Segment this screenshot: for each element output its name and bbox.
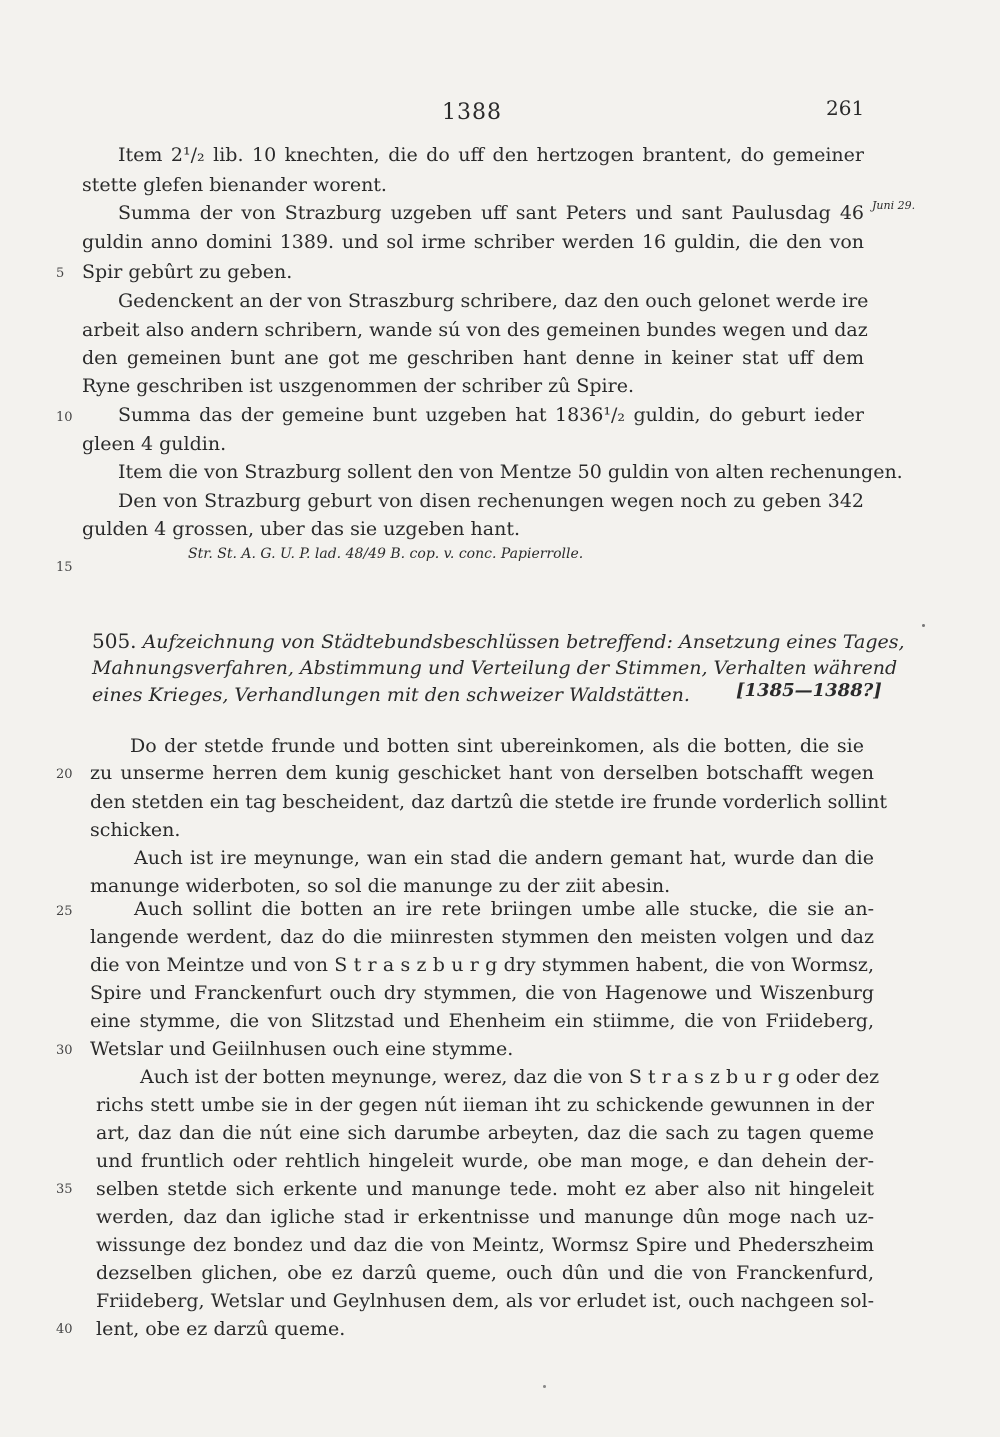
- text-line: schicken.: [90, 819, 181, 841]
- line-number: 30: [56, 1043, 73, 1058]
- line-number: 20: [56, 767, 73, 782]
- text-line: werden, daz dan igliche stad ir erkentnisse und manunge dûn moge nach uz-: [96, 1206, 874, 1228]
- text-line: art, daz dan die nút eine sich darumbe arbeyten, daz die sach zu tagen queme: [96, 1122, 874, 1144]
- line-number: 35: [56, 1182, 73, 1197]
- text-line: Auch ist der botten meynunge, werez, daz die von S t r a s z b u r g oder dez: [140, 1066, 880, 1088]
- section-date: [1385—1388?]: [736, 680, 882, 701]
- text-line: eine stymme, die von Slitzstad und Ehenheim ein stiimme, die von Friideberg,: [90, 1010, 874, 1032]
- text-line: die von Meintze und von S t r a s z b u r g dry stymmen habent, die von Wormsz,: [90, 954, 874, 976]
- margin-date: Juni 29.: [872, 199, 916, 212]
- section-title-line: Mahnungsverfahren, Abstimmung und Verteilung der Stimmen, Verhalten während: [92, 657, 898, 679]
- page-number: 261: [826, 96, 865, 120]
- text-line: Spir gebûrt zu geben.: [82, 261, 293, 283]
- text-line: und fruntlich oder rehtlich hingeleit wurde, obe man moge, e dan dehein der-: [96, 1150, 874, 1172]
- section-title: [92, 627, 905, 656]
- ink-speck: [922, 624, 925, 627]
- text-line: Friideberg, Wetslar und Geylnhusen dem, als vor erludet ist, ouch nachgeen sol-: [96, 1290, 874, 1312]
- text-line: Ryne geschriben ist uszgenommen der schriber zû Spire.: [82, 375, 634, 397]
- line-number: 10: [56, 410, 73, 425]
- text-line: gleen 4 guldin.: [82, 433, 227, 455]
- text-line: manunge widerboten, so sol die manunge zu der ziit abesin.: [90, 875, 671, 897]
- text-line: selben stetde sich erkente und manunge tede. moht ez aber also nit hingeleit: [96, 1178, 874, 1200]
- text-line: gulden 4 grossen, uber das sie uzgeben hant.: [82, 518, 521, 540]
- text-line: Spire und Franckenfurt ouch dry stymmen, die von Hagenowe und Wiszenburg: [90, 982, 874, 1004]
- text-line: lent, obe ez darzû queme.: [96, 1318, 346, 1340]
- line-number: 25: [56, 904, 73, 919]
- text-line: Do der stetde frunde und botten sint ubereinkomen, als die botten, die sie: [130, 735, 864, 757]
- text-line: Den von Strazburg geburt von disen rechenungen wegen noch zu geben 342: [118, 490, 864, 512]
- line-number: 5: [56, 266, 65, 281]
- text-line: den gemeinen bunt ane got me geschriben hant denne in keiner stat uff dem: [82, 347, 864, 369]
- line-number: 40: [56, 1322, 73, 1337]
- section-number: 505.: [92, 629, 137, 653]
- text-line: richs stett umbe sie in der gegen nút iieman iht zu schickende gewunnen in der: [96, 1094, 874, 1116]
- text-line: arbeit also andern schribern, wande sú von des gemeinen bundes wegen und daz: [82, 319, 868, 341]
- section-title-line: eines Krieges, Verhandlungen mit den schweizer Waldstätten.: [92, 684, 690, 706]
- text-line: zu unserme herren dem kunig geschicket hant von derselben botschafft wegen: [90, 762, 874, 784]
- text-line: stette glefen bienander worent.: [82, 174, 387, 196]
- header-year: 1388: [442, 100, 502, 125]
- ink-speck: [543, 1385, 546, 1388]
- source-note: Str. St. A. G. U. P. lad. 48/49 B. cop. v. conc. Papierrolle.: [188, 546, 584, 562]
- text-line: guldin anno domini 1389. und sol irme schriber werden 16 guldin, die den von: [82, 231, 864, 253]
- text-line: Summa der von Strazburg uzgeben uff sant Peters und sant Paulusdag 46: [118, 202, 864, 224]
- text-line: wissunge dez bondez und daz die von Meintz, Wormsz Spire und Phederszheim: [96, 1234, 874, 1256]
- text-line: Auch sollint die botten an ire rete briingen umbe alle stucke, die sie an-: [134, 898, 874, 920]
- section-title-line: Aufzeichnung von Städtebundsbeschlüssen betreffend: Ansetzung eines Tages,: [142, 631, 905, 653]
- text-line: langende werdent, daz do die miinresten stymmen den meisten volgen und daz: [90, 926, 874, 948]
- text-line: Gedenckent an der von Straszburg schribere, daz den ouch gelonet werde ire: [118, 290, 869, 312]
- text-line: dezselben glichen, obe ez darzû queme, ouch dûn und die von Franckenfurd,: [96, 1262, 874, 1284]
- line-number: 15: [56, 560, 73, 575]
- text-line: Item 2¹/₂ lib. 10 knechten, die do uff den hertzogen brantent, do gemeiner: [118, 144, 864, 166]
- text-line: Auch ist ire meynunge, wan ein stad die andern gemant hat, wurde dan die: [134, 847, 874, 869]
- text-line: Summa das der gemeine bunt uzgeben hat 1836¹/₂ guldin, do geburt ieder: [118, 404, 864, 426]
- text-line: den stetden ein tag bescheident, daz dartzû die stetde ire frunde vorderlich sollint: [90, 791, 887, 813]
- text-line: Wetslar und Geiilnhusen ouch eine stymme.: [90, 1038, 514, 1060]
- text-line: Item die von Strazburg sollent den von Mentze 50 guldin von alten rechenungen.: [118, 461, 903, 483]
